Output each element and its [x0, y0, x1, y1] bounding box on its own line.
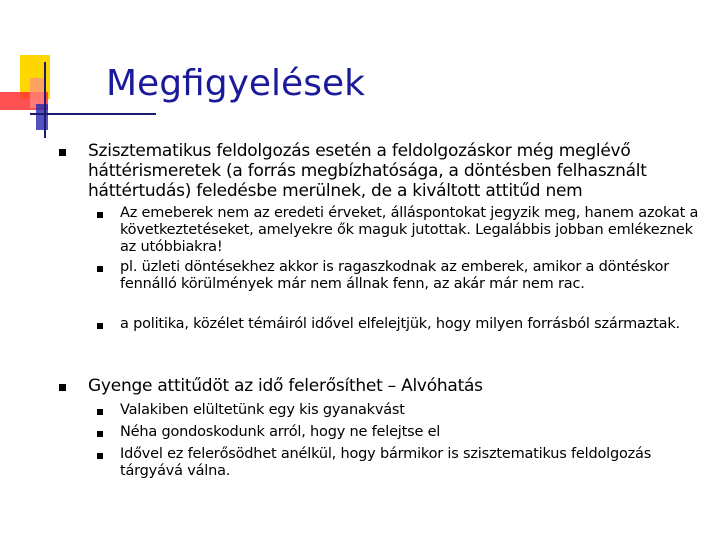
decor-horizontal-line — [30, 113, 156, 115]
decor-vertical-line — [44, 62, 46, 138]
sub-bullet-marker — [97, 431, 103, 437]
sub-bullet-marker — [97, 409, 103, 415]
sub-bullet-2-1: Valakiben elültetünk egy kis gyanakvást — [120, 402, 405, 418]
bullet-marker — [59, 384, 66, 391]
sub-bullet-marker — [97, 212, 103, 218]
sub-bullet-2-2: Néha gondoskodunk arról, hogy ne felejtse el — [120, 424, 441, 440]
sub-bullet-1-2: pl. üzleti döntésekhez akkor is ragaszkodnak az emberek, amikor a döntéskor fennálló körülmények már nem állnak fenn, az akár már nem rac. — [120, 259, 669, 292]
sub-bullet-2-3: Idővel ez felerősödhet anélkül, hogy bármikor is szisztematikus feldolgozás tárgyává válna. — [120, 446, 652, 479]
bullet-marker — [59, 149, 66, 156]
main-bullet-2: Gyenge attitűdöt az idő felerősíthet – Alvóhatás — [88, 376, 483, 396]
sub-bullet-marker — [97, 453, 103, 459]
slide-title: Megfigyelések — [106, 63, 365, 104]
decor-blue-square — [36, 104, 48, 130]
sub-bullet-marker — [97, 323, 103, 329]
main-bullet-1: Szisztematikus feldolgozás esetén a feldolgozáskor még meglévő háttérismeretek (a forrás megbízhatósága, a döntésben felhasznált háttértudás) feledésbe merülnek, de a kiváltott attitűd nem — [88, 141, 647, 201]
sub-bullet-1-1: Az emeberek nem az eredeti érveket, álláspontokat jegyzik meg, hanem azokat a következtetéseket, amelyekre ők maguk jutottak. Legalábbis jobban emlékeznek az utóbbiakra! — [120, 205, 699, 255]
sub-bullet-marker — [97, 266, 103, 272]
sub-bullet-1-3: a politika, közélet témáiról idővel elfelejtjük, hogy milyen forrásból származtak. — [120, 316, 680, 332]
